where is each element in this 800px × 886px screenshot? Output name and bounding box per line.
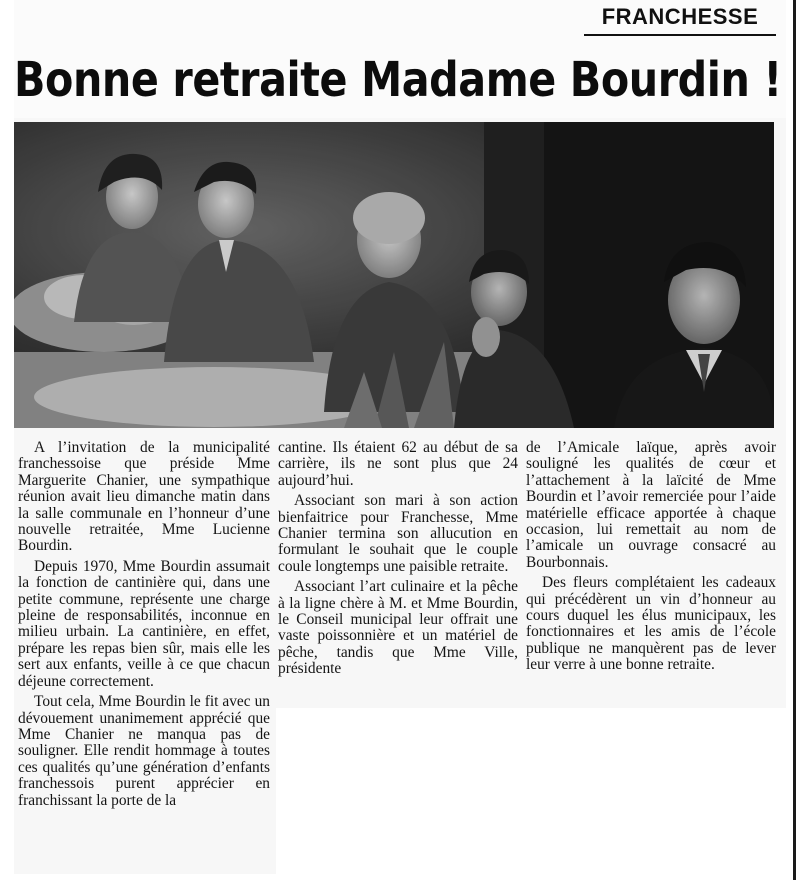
photo-icon bbox=[14, 122, 774, 428]
article-column-3 bbox=[526, 440, 776, 678]
article-column-1 bbox=[18, 440, 270, 813]
paragraph: cantine. Ils étaient 62 au début de sa carrière, ils ne sont plus que 24 aujourd’hui. bbox=[278, 439, 518, 489]
paragraph: A l’invitation de la municipalité franchessoise que préside Mme Marguerite Chanier, une sympathique réunion avait lieu dimanche matin dans la salle communale en l’honneur d’une nouvelle retraitée, Mme Lucienne Bourdin. bbox=[18, 439, 270, 555]
paragraph: de l’Amicale laïque, après avoir souligné les qualités de cœur et l’attachement à la laïcité de Mme Bourdin et l’avoir remerciée pour l’aide matérielle efficace apportée à chaque occasion, lui remettait au nom de l’amicale un ouvrage consacré au Bourbonnais. bbox=[526, 439, 776, 571]
section-label: FRANCHESSE bbox=[584, 4, 776, 36]
paragraph: Associant son mari à son action bienfaitrice pour Franchesse, Mme Chanier termina son allucution en formulant le souhait que le couple coule longtemps une paisible retraite. bbox=[278, 492, 518, 575]
paragraph: Des fleurs complétaient les cadeaux qui précédèrent un vin d’honneur au cours duquel les élus municipaux, les fonctionnaires et les amis de l’école publique ne manquèrent pas de lever leur verre à une bonne retraite. bbox=[526, 574, 776, 674]
article-column-2 bbox=[278, 440, 518, 682]
paragraph: Associant l’art culinaire et la pêche à la ligne chère à M. et Mme Bourdin, le Conseil municipal leur offrait une vaste poissonnière et un matériel de pêche, tandis que Mme Ville, présidente bbox=[278, 578, 518, 678]
paragraph: Tout cela, Mme Bourdin le fit avec un dévouement unanimement apprécié que Mme Chanier ne manqua pas de souligner. Elle rendit hommage à toutes ces qualités qu’une génération d’enfants franchessois purent apprécier en franchissant la porte de la bbox=[18, 693, 270, 809]
article-photo bbox=[14, 122, 774, 428]
headline: Bonne retraite Madame Bourdin ! bbox=[14, 52, 782, 108]
paragraph: Depuis 1970, Mme Bourdin assumait la fonction de cantinière qui, dans une petite commune, représente une charge pleine de responsabilités, inconnue en milieu urbain. La cantinière, en effet, prépare les repas bien sûr, mais elle les sert aux enfants, veille à ce que chacun déjeune correctement. bbox=[18, 557, 270, 690]
clipping-edge bbox=[793, 0, 796, 880]
